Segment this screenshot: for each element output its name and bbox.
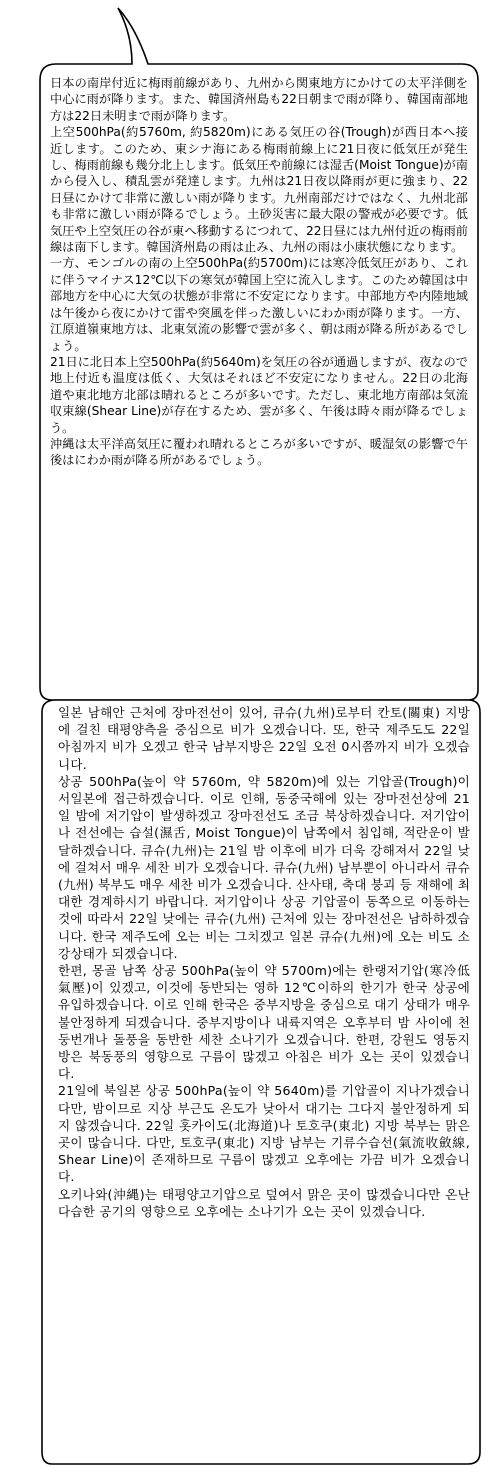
ja-paragraph: 日本の南岸付近に梅雨前線があり、九州から関東地方にかけての太平洋側を中心に雨が降ります。また、韓国済州島も22日朝まで雨が降り、韓国南部地方は22日未明まで雨が降ります。 — [50, 76, 468, 123]
ko-paragraph: 오키나와(沖縄)는 태평양고기압으로 덮여서 맑은 곳이 많겠습니다만 온난 다습한 공기의 영향으로 오후에는 소나기가 오는 곳이 있겠습니다. — [58, 1186, 470, 1219]
ko-paragraph: 한편, 몽골 남쪽 상공 500hPa(높이 약 5700m)에는 한랭저기압(寒冷低氣壓)이 있겠고, 이것에 동반되는 영하 12℃이하의 한기가 한국 상공에 유입하겠습니다. 이로 인해 한국은 중부지방을 중심으로 대기 상태가 매우 불안정하게 되겠습니다. 중부지방이나 내륙지역은 오후부터 밤 사이에 천둥번개나 돌풍을 동반한 세찬 소나기가 오겠습니다. 한편, 강원도 영동지방은 북동풍의 영향으로 구름이 많겠고 아침은 비가 오는 곳이 있겠습니다. — [58, 963, 470, 1082]
korean-forecast-text — [58, 704, 470, 1459]
ja-paragraph: 21日に北日本上空500hPa(約5640m)を気圧の谷が通過しますが、夜なので地上付近も温度は低く、大気はそれほど不安定になりません。22日の北海道や東北地方北部は晴れるところが多いです。ただし、東北地方南部は気流収束線(Shear Line)が存在するため、雲が多く、午後は時々雨が降るでしょう。 — [50, 354, 468, 435]
ko-paragraph: 상공 500hPa(높이 약 5760m, 약 5820m)에 있는 기압골(Trough)이 서일본에 접근하겠습니다. 이로 인해, 동중국해에 있는 장마전선상에 21일 밤에 저기압이 발생하겠고 장마전선도 조금 북상하겠습니다. 저기압이나 전선에는 습설(濕舌, Moist Tongue)이 남쪽에서 침입해, 적란운이 발달하겠습니다. 큐슈(九州)는 21일 밤 이후에 비가 더욱 강해져서 22일 낮에 걸쳐서 매우 세찬 비가 오겠습니다. 큐슈(九州) 남부뿐이 아니라서 큐슈(九州) 북부도 매우 세찬 비가 오겠습니다. 산사태, 축대 붕괴 등 재해에 최대한 경계하시기 바랍니다. 저기압이나 상공 기압골이 동쪽으로 이동하는 것에 따라서 22일 낮에는 큐슈(九州) 근처에 있는 장마전선은 남하하겠습니다. 한국 제주도에 오는 비는 그치겠고 일본 큐슈(九州)에 오는 비도 소강상태가 되겠습니다. — [58, 773, 470, 961]
ko-paragraph: 일본 남해안 근처에 장마전선이 있어, 큐슈(九州)로부터 칸토(關東) 지방에 걸친 태평양측을 중심으로 비가 오겠습니다. 또, 한국 제주도도 22일 아침까지 비가 오겠고 한국 남부지방은 22일 오전 0시쯤까지 비가 오겠습니다. — [58, 705, 470, 772]
ja-paragraph: 上空500hPa(約5760m, 約5820m)にある気圧の谷(Trough)が西日本へ接近します。このため、東シナ海にある梅雨前線上に21日夜に低気圧が発生し、梅雨前線も幾分北上します。低気圧や前線には湿舌(Moist Tongue)が南から侵入し、積乱雲が発達します。九州は21日夜以降雨が更に強まり、22日昼にかけて非常に激しい雨が降ります。九州南部だけではなく、九州北部も非常に激しい雨が降るでしょう。土砂災害に最大限の警戒が必要です。低気圧や上空気圧の谷が東へ移動するにつれて、22日昼には九州付近の梅雨前線は南下します。韓国済州島の雨は止み、九州の雨は小康状態になります。 — [50, 125, 468, 255]
japanese-forecast-text — [50, 75, 468, 698]
ko-paragraph: 21일에 북일본 상공 500hPa(높이 약 5640m)를 기압골이 지나가겠습니다만, 밤이므로 지상 부근도 온도가 낮아서 대기는 그다지 불안정하게 되지 않겠습니다. 22일 홋카이도(北海道)나 토호쿠(東北) 지방 북부는 맑은 곳이 많습니다. 다만, 토호쿠(東北) 지방 남부는 기류수습선(氣流收斂線, Shear Line)이 존재하므로 구름이 많겠고 오후에는 가끔 비가 오겠습니다. — [58, 1083, 470, 1185]
ja-paragraph: 一方、モンゴルの南の上空500hPa(約5700m)には寒冷低気圧があり、これに伴うマイナス12℃以下の寒気が韓国上空に流入します。このため韓国は中部地方を中心に大気の状態が非常に不安定になります。中部地方や内陸地域は午後から夜にかけて雷や突風を伴った激しいにわか雨が降ります。一方、江原道嶺東地方は、北東気流の影響で雲が多く、朝は雨が降る所があるでしょう。 — [50, 256, 468, 353]
ja-paragraph: 沖縄は太平洋高気圧に覆われ晴れるところが多いですが、暖湿気の影響で午後はにわか雨が降る所があるでしょう。 — [50, 436, 468, 468]
